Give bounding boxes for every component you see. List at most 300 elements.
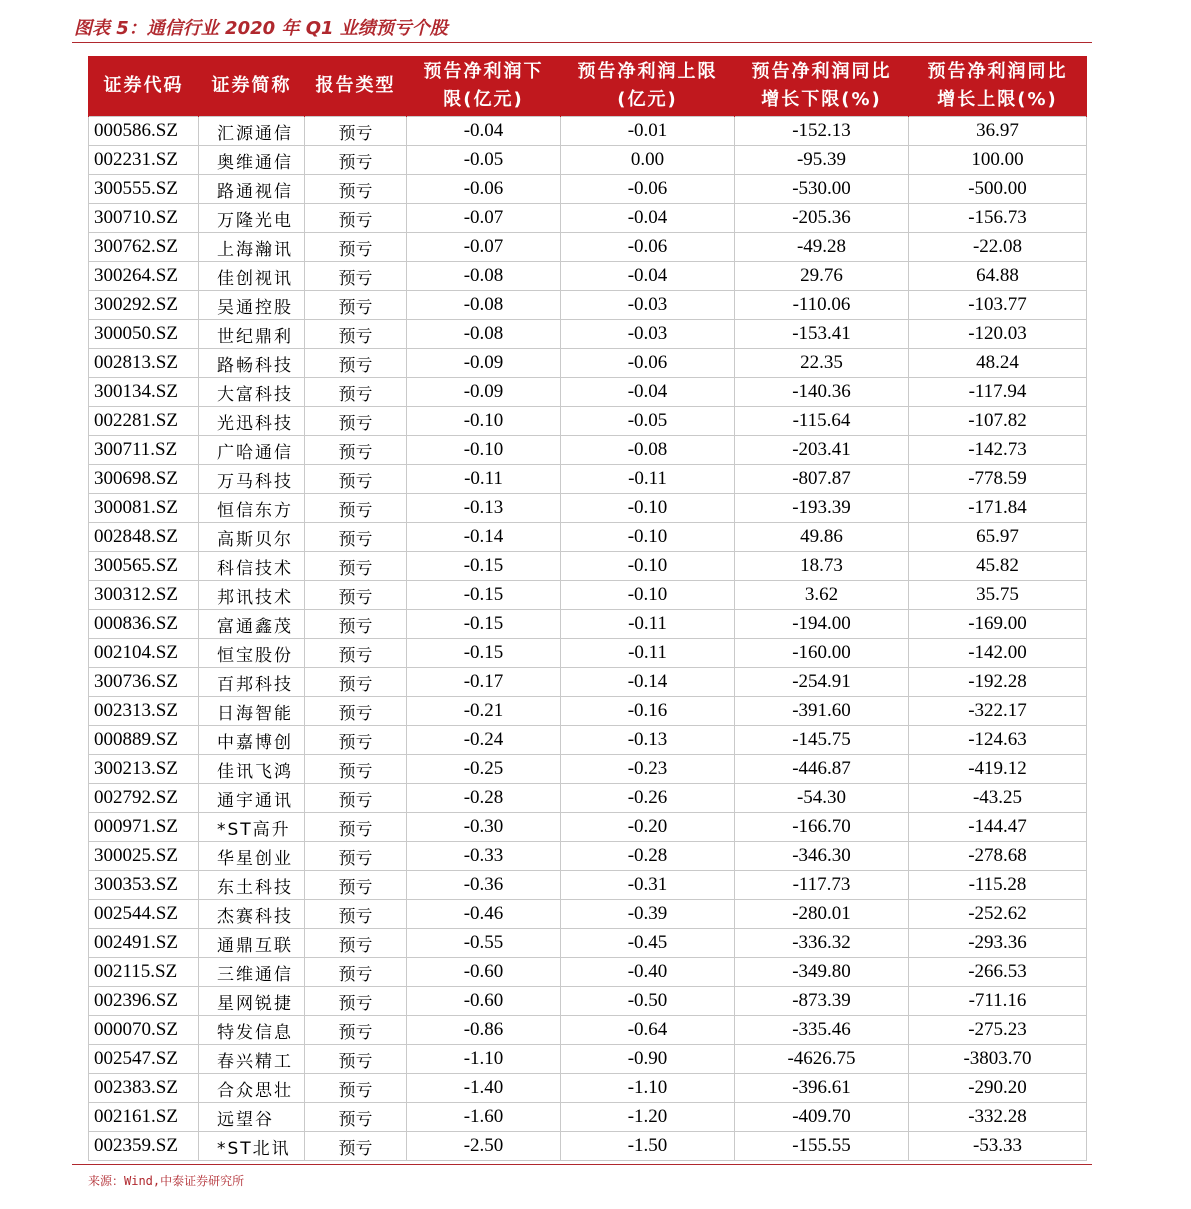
stock-name-cell: *ST北讯 bbox=[199, 1132, 305, 1161]
growth-upper-cell: -252.62 bbox=[909, 900, 1087, 929]
stock-code-cell: 002792.SZ bbox=[89, 784, 199, 813]
growth-lower-cell: -153.41 bbox=[735, 320, 909, 349]
growth-upper-cell: 65.97 bbox=[909, 523, 1087, 552]
table-header-row bbox=[89, 56, 1087, 117]
stock-code-cell: 300292.SZ bbox=[89, 291, 199, 320]
report-type-cell: 预亏 bbox=[305, 117, 407, 146]
stock-name-cell: 通鼎互联 bbox=[199, 929, 305, 958]
page-title: 图表 5：通信行业 2020 年 Q1 业绩预亏个股 bbox=[74, 18, 448, 39]
stock-name-cell: 世纪鼎利 bbox=[199, 320, 305, 349]
profit-upper-cell: -0.13 bbox=[561, 726, 735, 755]
table-row bbox=[89, 581, 1087, 610]
profit-upper-cell: -0.14 bbox=[561, 668, 735, 697]
column-header-label: 限(亿元) bbox=[443, 89, 524, 110]
table-row bbox=[89, 842, 1087, 871]
column-header bbox=[407, 56, 561, 117]
stock-name-cell: 吴通控股 bbox=[199, 291, 305, 320]
profit-upper-cell: -0.45 bbox=[561, 929, 735, 958]
growth-lower-cell: -203.41 bbox=[735, 436, 909, 465]
growth-lower-cell: 18.73 bbox=[735, 552, 909, 581]
growth-lower-cell: 49.86 bbox=[735, 523, 909, 552]
stock-name-cell: 广哈通信 bbox=[199, 436, 305, 465]
stock-name-cell: 三维通信 bbox=[199, 958, 305, 987]
growth-lower-cell: -49.28 bbox=[735, 233, 909, 262]
stock-code-cell: 002313.SZ bbox=[89, 697, 199, 726]
table-row bbox=[89, 378, 1087, 407]
profit-lower-cell: -1.10 bbox=[407, 1045, 561, 1074]
stock-name-cell: 光迅科技 bbox=[199, 407, 305, 436]
profit-lower-cell: -0.15 bbox=[407, 639, 561, 668]
growth-lower-cell: 3.62 bbox=[735, 581, 909, 610]
stock-code-cell: 002544.SZ bbox=[89, 900, 199, 929]
stock-name-cell: 合众思壮 bbox=[199, 1074, 305, 1103]
stock-name-cell: 东土科技 bbox=[199, 871, 305, 900]
stock-name-cell: 星网锐捷 bbox=[199, 987, 305, 1016]
profit-upper-cell: -1.10 bbox=[561, 1074, 735, 1103]
profit-lower-cell: -1.60 bbox=[407, 1103, 561, 1132]
stock-code-cell: 300555.SZ bbox=[89, 175, 199, 204]
growth-lower-cell: -396.61 bbox=[735, 1074, 909, 1103]
report-type-cell: 预亏 bbox=[305, 1132, 407, 1161]
profit-lower-cell: -0.13 bbox=[407, 494, 561, 523]
stock-name-cell: 高斯贝尔 bbox=[199, 523, 305, 552]
report-type-cell: 预亏 bbox=[305, 320, 407, 349]
stock-name-cell: 万马科技 bbox=[199, 465, 305, 494]
column-header-label: 预告净利润上限 bbox=[577, 61, 718, 82]
stock-code-cell: 300711.SZ bbox=[89, 436, 199, 465]
column-header-label: 增长下限(%) bbox=[761, 89, 882, 110]
report-type-cell: 预亏 bbox=[305, 668, 407, 697]
growth-lower-cell: -117.73 bbox=[735, 871, 909, 900]
report-type-cell: 预亏 bbox=[305, 407, 407, 436]
growth-lower-cell: -335.46 bbox=[735, 1016, 909, 1045]
column-header-label: (亿元) bbox=[617, 89, 678, 110]
profit-lower-cell: -0.24 bbox=[407, 726, 561, 755]
title-bar bbox=[72, 12, 1092, 43]
profit-upper-cell: -0.04 bbox=[561, 204, 735, 233]
growth-upper-cell: -124.63 bbox=[909, 726, 1087, 755]
report-type-cell: 预亏 bbox=[305, 697, 407, 726]
report-type-cell: 预亏 bbox=[305, 494, 407, 523]
report-type-cell: 预亏 bbox=[305, 1016, 407, 1045]
stock-name-cell: 春兴精工 bbox=[199, 1045, 305, 1074]
stock-name-cell: 科信技术 bbox=[199, 552, 305, 581]
growth-lower-cell: -54.30 bbox=[735, 784, 909, 813]
report-type-cell: 预亏 bbox=[305, 262, 407, 291]
growth-upper-cell: 36.97 bbox=[909, 117, 1087, 146]
profit-upper-cell: -0.08 bbox=[561, 436, 735, 465]
table-row bbox=[89, 639, 1087, 668]
table-row bbox=[89, 552, 1087, 581]
growth-lower-cell: -391.60 bbox=[735, 697, 909, 726]
profit-upper-cell: -0.03 bbox=[561, 291, 735, 320]
growth-upper-cell: -290.20 bbox=[909, 1074, 1087, 1103]
stock-code-cell: 002848.SZ bbox=[89, 523, 199, 552]
growth-upper-cell: -500.00 bbox=[909, 175, 1087, 204]
profit-lower-cell: -0.14 bbox=[407, 523, 561, 552]
table-row bbox=[89, 262, 1087, 291]
growth-upper-cell: -332.28 bbox=[909, 1103, 1087, 1132]
profit-lower-cell: -0.21 bbox=[407, 697, 561, 726]
column-header-label: 证券简称 bbox=[211, 75, 292, 96]
profit-lower-cell: -0.09 bbox=[407, 349, 561, 378]
stock-name-cell: 上海瀚讯 bbox=[199, 233, 305, 262]
table-row bbox=[89, 784, 1087, 813]
column-header-label: 预告净利润下 bbox=[423, 61, 544, 82]
profit-lower-cell: -0.28 bbox=[407, 784, 561, 813]
profit-lower-cell: -0.08 bbox=[407, 291, 561, 320]
table-row bbox=[89, 204, 1087, 233]
stock-code-cell: 002547.SZ bbox=[89, 1045, 199, 1074]
profit-upper-cell: -0.20 bbox=[561, 813, 735, 842]
profit-upper-cell: -0.31 bbox=[561, 871, 735, 900]
table-row bbox=[89, 900, 1087, 929]
profit-lower-cell: -2.50 bbox=[407, 1132, 561, 1161]
profit-lower-cell: -0.08 bbox=[407, 320, 561, 349]
profit-lower-cell: -0.11 bbox=[407, 465, 561, 494]
report-type-cell: 预亏 bbox=[305, 755, 407, 784]
stock-code-cell: 002396.SZ bbox=[89, 987, 199, 1016]
profit-upper-cell: -0.10 bbox=[561, 552, 735, 581]
profit-lower-cell: -0.15 bbox=[407, 581, 561, 610]
profit-lower-cell: -0.33 bbox=[407, 842, 561, 871]
growth-upper-cell: -275.23 bbox=[909, 1016, 1087, 1045]
profit-upper-cell: -0.11 bbox=[561, 465, 735, 494]
report-type-cell: 预亏 bbox=[305, 929, 407, 958]
stock-code-cell: 002813.SZ bbox=[89, 349, 199, 378]
table-row bbox=[89, 291, 1087, 320]
stock-code-cell: 300264.SZ bbox=[89, 262, 199, 291]
growth-upper-cell: -53.33 bbox=[909, 1132, 1087, 1161]
growth-lower-cell: -193.39 bbox=[735, 494, 909, 523]
report-type-cell: 预亏 bbox=[305, 1045, 407, 1074]
growth-upper-cell: -117.94 bbox=[909, 378, 1087, 407]
stock-code-cell: 002383.SZ bbox=[89, 1074, 199, 1103]
stock-name-cell: 大富科技 bbox=[199, 378, 305, 407]
growth-lower-cell: -873.39 bbox=[735, 987, 909, 1016]
growth-lower-cell: -194.00 bbox=[735, 610, 909, 639]
growth-lower-cell: -115.64 bbox=[735, 407, 909, 436]
growth-lower-cell: -140.36 bbox=[735, 378, 909, 407]
stock-code-cell: 300312.SZ bbox=[89, 581, 199, 610]
growth-upper-cell: -22.08 bbox=[909, 233, 1087, 262]
column-header bbox=[89, 56, 199, 117]
growth-upper-cell: 100.00 bbox=[909, 146, 1087, 175]
profit-lower-cell: -0.10 bbox=[407, 407, 561, 436]
growth-lower-cell: -145.75 bbox=[735, 726, 909, 755]
table-row bbox=[89, 320, 1087, 349]
report-type-cell: 预亏 bbox=[305, 349, 407, 378]
growth-lower-cell: -166.70 bbox=[735, 813, 909, 842]
growth-upper-cell: -419.12 bbox=[909, 755, 1087, 784]
stock-name-cell: 路通视信 bbox=[199, 175, 305, 204]
stock-name-cell: 邦讯技术 bbox=[199, 581, 305, 610]
stock-code-cell: 300698.SZ bbox=[89, 465, 199, 494]
stock-code-cell: 000586.SZ bbox=[89, 117, 199, 146]
profit-upper-cell: -0.04 bbox=[561, 262, 735, 291]
growth-lower-cell: -254.91 bbox=[735, 668, 909, 697]
stock-name-cell: 佳创视讯 bbox=[199, 262, 305, 291]
growth-lower-cell: -155.55 bbox=[735, 1132, 909, 1161]
growth-upper-cell: -142.00 bbox=[909, 639, 1087, 668]
column-header-label: 证券代码 bbox=[103, 75, 184, 96]
growth-lower-cell: -446.87 bbox=[735, 755, 909, 784]
growth-upper-cell: -156.73 bbox=[909, 204, 1087, 233]
table-row bbox=[89, 494, 1087, 523]
table-row bbox=[89, 146, 1087, 175]
table-row bbox=[89, 523, 1087, 552]
growth-upper-cell: -322.17 bbox=[909, 697, 1087, 726]
stock-code-cell: 000836.SZ bbox=[89, 610, 199, 639]
growth-lower-cell: -336.32 bbox=[735, 929, 909, 958]
stock-name-cell: 华星创业 bbox=[199, 842, 305, 871]
table-row bbox=[89, 407, 1087, 436]
stock-code-cell: 300081.SZ bbox=[89, 494, 199, 523]
growth-lower-cell: -205.36 bbox=[735, 204, 909, 233]
table-row bbox=[89, 175, 1087, 204]
stock-code-cell: 000070.SZ bbox=[89, 1016, 199, 1045]
profit-lower-cell: -0.17 bbox=[407, 668, 561, 697]
report-type-cell: 预亏 bbox=[305, 581, 407, 610]
profit-lower-cell: -0.15 bbox=[407, 610, 561, 639]
table-row bbox=[89, 465, 1087, 494]
profit-upper-cell: -0.10 bbox=[561, 494, 735, 523]
growth-lower-cell: -95.39 bbox=[735, 146, 909, 175]
column-header bbox=[199, 56, 305, 117]
column-header-label: 报告类型 bbox=[315, 75, 396, 96]
report-type-cell: 预亏 bbox=[305, 233, 407, 262]
profit-upper-cell: -0.06 bbox=[561, 233, 735, 262]
report-type-cell: 预亏 bbox=[305, 813, 407, 842]
profit-lower-cell: -0.08 bbox=[407, 262, 561, 291]
stock-code-cell: 002359.SZ bbox=[89, 1132, 199, 1161]
stock-name-cell: 路畅科技 bbox=[199, 349, 305, 378]
stock-code-cell: 000889.SZ bbox=[89, 726, 199, 755]
column-header bbox=[305, 56, 407, 117]
table-row bbox=[89, 929, 1087, 958]
stock-code-cell: 300710.SZ bbox=[89, 204, 199, 233]
growth-lower-cell: -349.80 bbox=[735, 958, 909, 987]
growth-lower-cell: -807.87 bbox=[735, 465, 909, 494]
stock-name-cell: 杰赛科技 bbox=[199, 900, 305, 929]
growth-upper-cell: 48.24 bbox=[909, 349, 1087, 378]
column-header bbox=[561, 56, 735, 117]
growth-upper-cell: -43.25 bbox=[909, 784, 1087, 813]
stock-code-cell: 300736.SZ bbox=[89, 668, 199, 697]
profit-lower-cell: -0.07 bbox=[407, 233, 561, 262]
profit-upper-cell: -0.01 bbox=[561, 117, 735, 146]
growth-upper-cell: -169.00 bbox=[909, 610, 1087, 639]
profit-upper-cell: -0.04 bbox=[561, 378, 735, 407]
growth-upper-cell: -115.28 bbox=[909, 871, 1087, 900]
growth-lower-cell: 29.76 bbox=[735, 262, 909, 291]
growth-lower-cell: -409.70 bbox=[735, 1103, 909, 1132]
table-row bbox=[89, 987, 1087, 1016]
stock-code-cell: 002104.SZ bbox=[89, 639, 199, 668]
table-row bbox=[89, 958, 1087, 987]
table-body bbox=[89, 117, 1087, 1161]
profit-upper-cell: -0.28 bbox=[561, 842, 735, 871]
growth-upper-cell: -103.77 bbox=[909, 291, 1087, 320]
profit-upper-cell: -0.11 bbox=[561, 610, 735, 639]
profit-upper-cell: -1.50 bbox=[561, 1132, 735, 1161]
profit-upper-cell: -0.03 bbox=[561, 320, 735, 349]
growth-upper-cell: -266.53 bbox=[909, 958, 1087, 987]
report-type-cell: 预亏 bbox=[305, 639, 407, 668]
growth-upper-cell: -142.73 bbox=[909, 436, 1087, 465]
report-type-cell: 预亏 bbox=[305, 987, 407, 1016]
profit-upper-cell: -0.23 bbox=[561, 755, 735, 784]
growth-upper-cell: 64.88 bbox=[909, 262, 1087, 291]
report-type-cell: 预亏 bbox=[305, 784, 407, 813]
stock-name-cell: 远望谷 bbox=[199, 1103, 305, 1132]
stock-code-cell: 002281.SZ bbox=[89, 407, 199, 436]
growth-upper-cell: -711.16 bbox=[909, 987, 1087, 1016]
stock-code-cell: 300134.SZ bbox=[89, 378, 199, 407]
profit-lower-cell: -0.10 bbox=[407, 436, 561, 465]
table-row bbox=[89, 697, 1087, 726]
table-row bbox=[89, 1074, 1087, 1103]
stock-name-cell: 佳讯飞鸿 bbox=[199, 755, 305, 784]
profit-lower-cell: -0.55 bbox=[407, 929, 561, 958]
table-row bbox=[89, 117, 1087, 146]
profit-lower-cell: -0.15 bbox=[407, 552, 561, 581]
stock-code-cell: 002491.SZ bbox=[89, 929, 199, 958]
stock-code-cell: 300050.SZ bbox=[89, 320, 199, 349]
report-type-cell: 预亏 bbox=[305, 1074, 407, 1103]
stock-code-cell: 300025.SZ bbox=[89, 842, 199, 871]
profit-lower-cell: -0.86 bbox=[407, 1016, 561, 1045]
profit-upper-cell: -0.64 bbox=[561, 1016, 735, 1045]
profit-lower-cell: -0.06 bbox=[407, 175, 561, 204]
growth-upper-cell: -293.36 bbox=[909, 929, 1087, 958]
growth-upper-cell: -3803.70 bbox=[909, 1045, 1087, 1074]
source-note: 来源：Wind,中泰证券研究所 bbox=[88, 1174, 245, 1188]
table-row bbox=[89, 1045, 1087, 1074]
report-type-cell: 预亏 bbox=[305, 610, 407, 639]
report-type-cell: 预亏 bbox=[305, 436, 407, 465]
report-type-cell: 预亏 bbox=[305, 204, 407, 233]
profit-lower-cell: -0.60 bbox=[407, 958, 561, 987]
stock-name-cell: 万隆光电 bbox=[199, 204, 305, 233]
stock-code-cell: 002161.SZ bbox=[89, 1103, 199, 1132]
table-row bbox=[89, 436, 1087, 465]
report-type-cell: 预亏 bbox=[305, 378, 407, 407]
stock-name-cell: 富通鑫茂 bbox=[199, 610, 305, 639]
profit-upper-cell: -0.40 bbox=[561, 958, 735, 987]
stock-name-cell: 特发信息 bbox=[199, 1016, 305, 1045]
table-row bbox=[89, 233, 1087, 262]
report-type-cell: 预亏 bbox=[305, 958, 407, 987]
profit-upper-cell: -0.05 bbox=[561, 407, 735, 436]
profit-lower-cell: -0.30 bbox=[407, 813, 561, 842]
column-header-label: 预告净利润同比 bbox=[751, 61, 892, 82]
growth-upper-cell: 35.75 bbox=[909, 581, 1087, 610]
profit-upper-cell: -0.06 bbox=[561, 349, 735, 378]
profit-upper-cell: -0.50 bbox=[561, 987, 735, 1016]
stock-code-cell: 000971.SZ bbox=[89, 813, 199, 842]
report-type-cell: 预亏 bbox=[305, 175, 407, 204]
profit-lower-cell: -0.25 bbox=[407, 755, 561, 784]
table-row bbox=[89, 610, 1087, 639]
profit-upper-cell: -0.16 bbox=[561, 697, 735, 726]
table-row bbox=[89, 726, 1087, 755]
stock-code-cell: 002115.SZ bbox=[89, 958, 199, 987]
profit-lower-cell: -0.07 bbox=[407, 204, 561, 233]
stock-name-cell: 恒信东方 bbox=[199, 494, 305, 523]
report-type-cell: 预亏 bbox=[305, 871, 407, 900]
growth-lower-cell: -110.06 bbox=[735, 291, 909, 320]
growth-upper-cell: -278.68 bbox=[909, 842, 1087, 871]
table-row bbox=[89, 813, 1087, 842]
growth-lower-cell: -160.00 bbox=[735, 639, 909, 668]
column-header bbox=[735, 56, 909, 117]
profit-upper-cell: 0.00 bbox=[561, 146, 735, 175]
profit-lower-cell: -1.40 bbox=[407, 1074, 561, 1103]
profit-upper-cell: -1.20 bbox=[561, 1103, 735, 1132]
profit-lower-cell: -0.36 bbox=[407, 871, 561, 900]
profit-upper-cell: -0.11 bbox=[561, 639, 735, 668]
stock-code-cell: 300213.SZ bbox=[89, 755, 199, 784]
growth-upper-cell: -192.28 bbox=[909, 668, 1087, 697]
profit-upper-cell: -0.26 bbox=[561, 784, 735, 813]
earnings-loss-table bbox=[88, 56, 1087, 1161]
profit-lower-cell: -0.04 bbox=[407, 117, 561, 146]
stock-code-cell: 300353.SZ bbox=[89, 871, 199, 900]
report-type-cell: 预亏 bbox=[305, 523, 407, 552]
growth-upper-cell: -120.03 bbox=[909, 320, 1087, 349]
stock-name-cell: *ST高升 bbox=[199, 813, 305, 842]
growth-lower-cell: -152.13 bbox=[735, 117, 909, 146]
growth-upper-cell: -144.47 bbox=[909, 813, 1087, 842]
profit-lower-cell: -0.09 bbox=[407, 378, 561, 407]
column-header-label: 预告净利润同比 bbox=[927, 61, 1068, 82]
table-row bbox=[89, 668, 1087, 697]
report-type-cell: 预亏 bbox=[305, 146, 407, 175]
profit-upper-cell: -0.10 bbox=[561, 523, 735, 552]
growth-lower-cell: -346.30 bbox=[735, 842, 909, 871]
table-row bbox=[89, 349, 1087, 378]
profit-lower-cell: -0.46 bbox=[407, 900, 561, 929]
report-type-cell: 预亏 bbox=[305, 900, 407, 929]
growth-lower-cell: -530.00 bbox=[735, 175, 909, 204]
column-header-label: 增长上限(%) bbox=[937, 89, 1058, 110]
report-type-cell: 预亏 bbox=[305, 842, 407, 871]
profit-lower-cell: -0.60 bbox=[407, 987, 561, 1016]
growth-upper-cell: 45.82 bbox=[909, 552, 1087, 581]
profit-lower-cell: -0.05 bbox=[407, 146, 561, 175]
table-row bbox=[89, 755, 1087, 784]
profit-upper-cell: -0.06 bbox=[561, 175, 735, 204]
profit-upper-cell: -0.10 bbox=[561, 581, 735, 610]
report-type-cell: 预亏 bbox=[305, 552, 407, 581]
growth-upper-cell: -778.59 bbox=[909, 465, 1087, 494]
table-row bbox=[89, 1016, 1087, 1045]
stock-name-cell: 百邦科技 bbox=[199, 668, 305, 697]
profit-upper-cell: -0.39 bbox=[561, 900, 735, 929]
growth-lower-cell: 22.35 bbox=[735, 349, 909, 378]
stock-name-cell: 奥维通信 bbox=[199, 146, 305, 175]
stock-name-cell: 中嘉博创 bbox=[199, 726, 305, 755]
report-type-cell: 预亏 bbox=[305, 726, 407, 755]
growth-upper-cell: -107.82 bbox=[909, 407, 1087, 436]
footer-divider bbox=[72, 1164, 1092, 1165]
table-row bbox=[89, 1103, 1087, 1132]
report-type-cell: 预亏 bbox=[305, 465, 407, 494]
report-type-cell: 预亏 bbox=[305, 1103, 407, 1132]
table-row bbox=[89, 1132, 1087, 1161]
table-row bbox=[89, 871, 1087, 900]
